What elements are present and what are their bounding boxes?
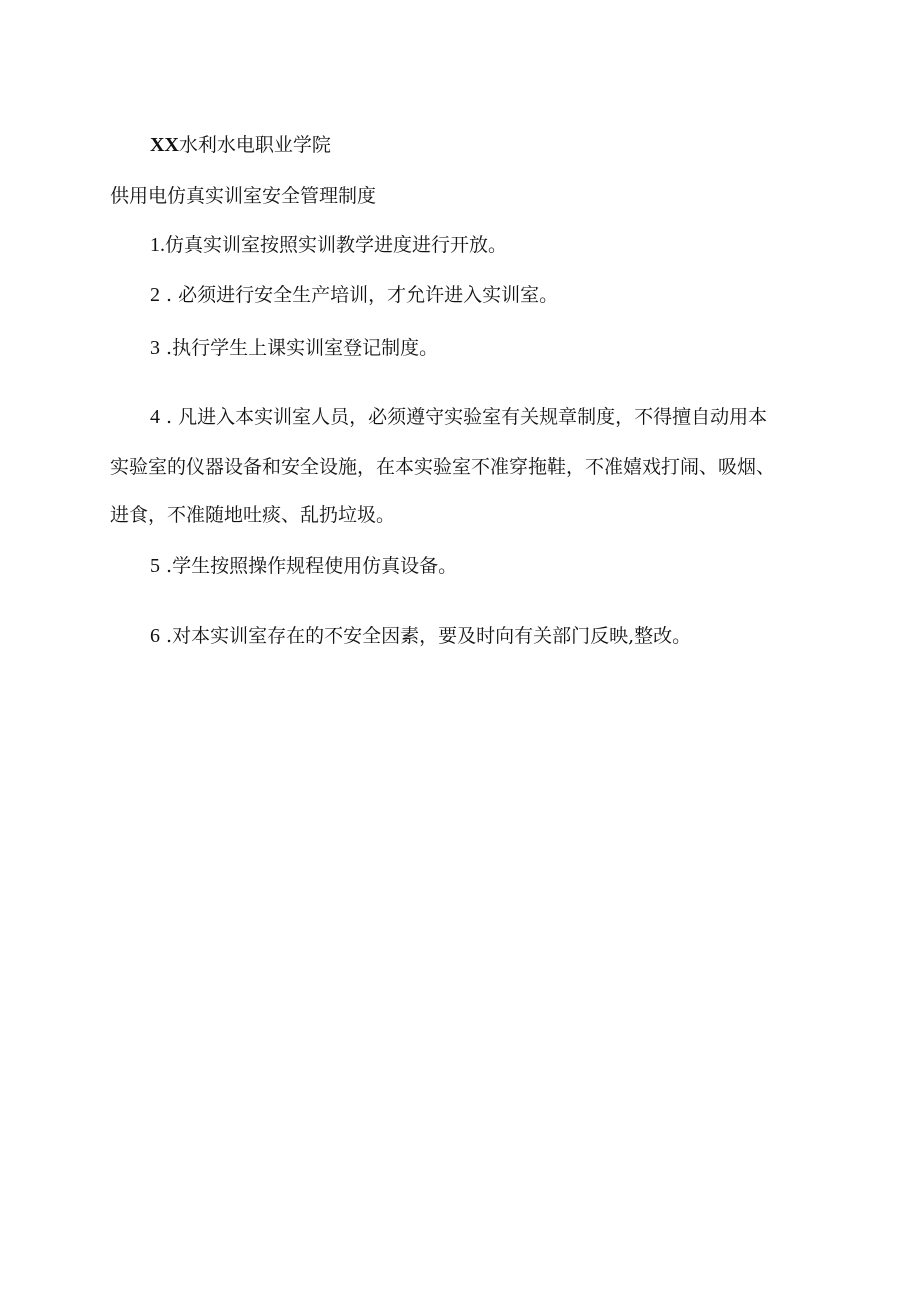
rule-6 <box>150 624 691 648</box>
document-title: 供用电仿真实训室安全管理制度 <box>110 185 377 207</box>
rule-3-text: .执行学生上课实训室登记制度。 <box>160 337 439 359</box>
rule-4-text-1: . 凡进入本实训室人员，必须遵守实验室有关规章制度，不得擅自动用本 <box>160 406 768 428</box>
rule-5-text: .学生按照操作规程使用仿真设备。 <box>160 555 458 577</box>
rule-6-number: 6 <box>150 625 160 647</box>
rule-1-number: 1. <box>150 234 165 256</box>
rule-2 <box>150 283 558 307</box>
rule-4-line-3: 进食，不准随地吐痰、乱扔垃圾。 <box>110 504 396 526</box>
rule-3-number: 3 <box>150 337 160 359</box>
rule-2-text: . 必须进行安全生产培训，才允许进入实训室。 <box>160 284 559 306</box>
rule-1-text: 仿真实训室按照实训教学进度进行开放。 <box>165 234 508 256</box>
rule-2-number: 2 <box>150 284 160 306</box>
rule-5-number: 5 <box>150 555 160 577</box>
rule-4-line-1 <box>150 405 767 429</box>
rule-5 <box>150 554 457 578</box>
school-name-line <box>150 133 331 157</box>
rule-1 <box>150 233 507 257</box>
rule-3 <box>150 336 438 360</box>
rule-6-text: .对本实训室存在的不安全因素，要及时向有关部门反映,整改。 <box>160 625 692 647</box>
rule-4-line-2: 实验室的仪器设备和安全设施，在本实验室不准穿拖鞋，不准嬉戏打闹、吸烟、 <box>110 456 776 478</box>
rule-4-number: 4 <box>150 406 160 428</box>
school-prefix: XX <box>150 134 179 156</box>
school-name: 水利水电职业学院 <box>178 134 331 156</box>
